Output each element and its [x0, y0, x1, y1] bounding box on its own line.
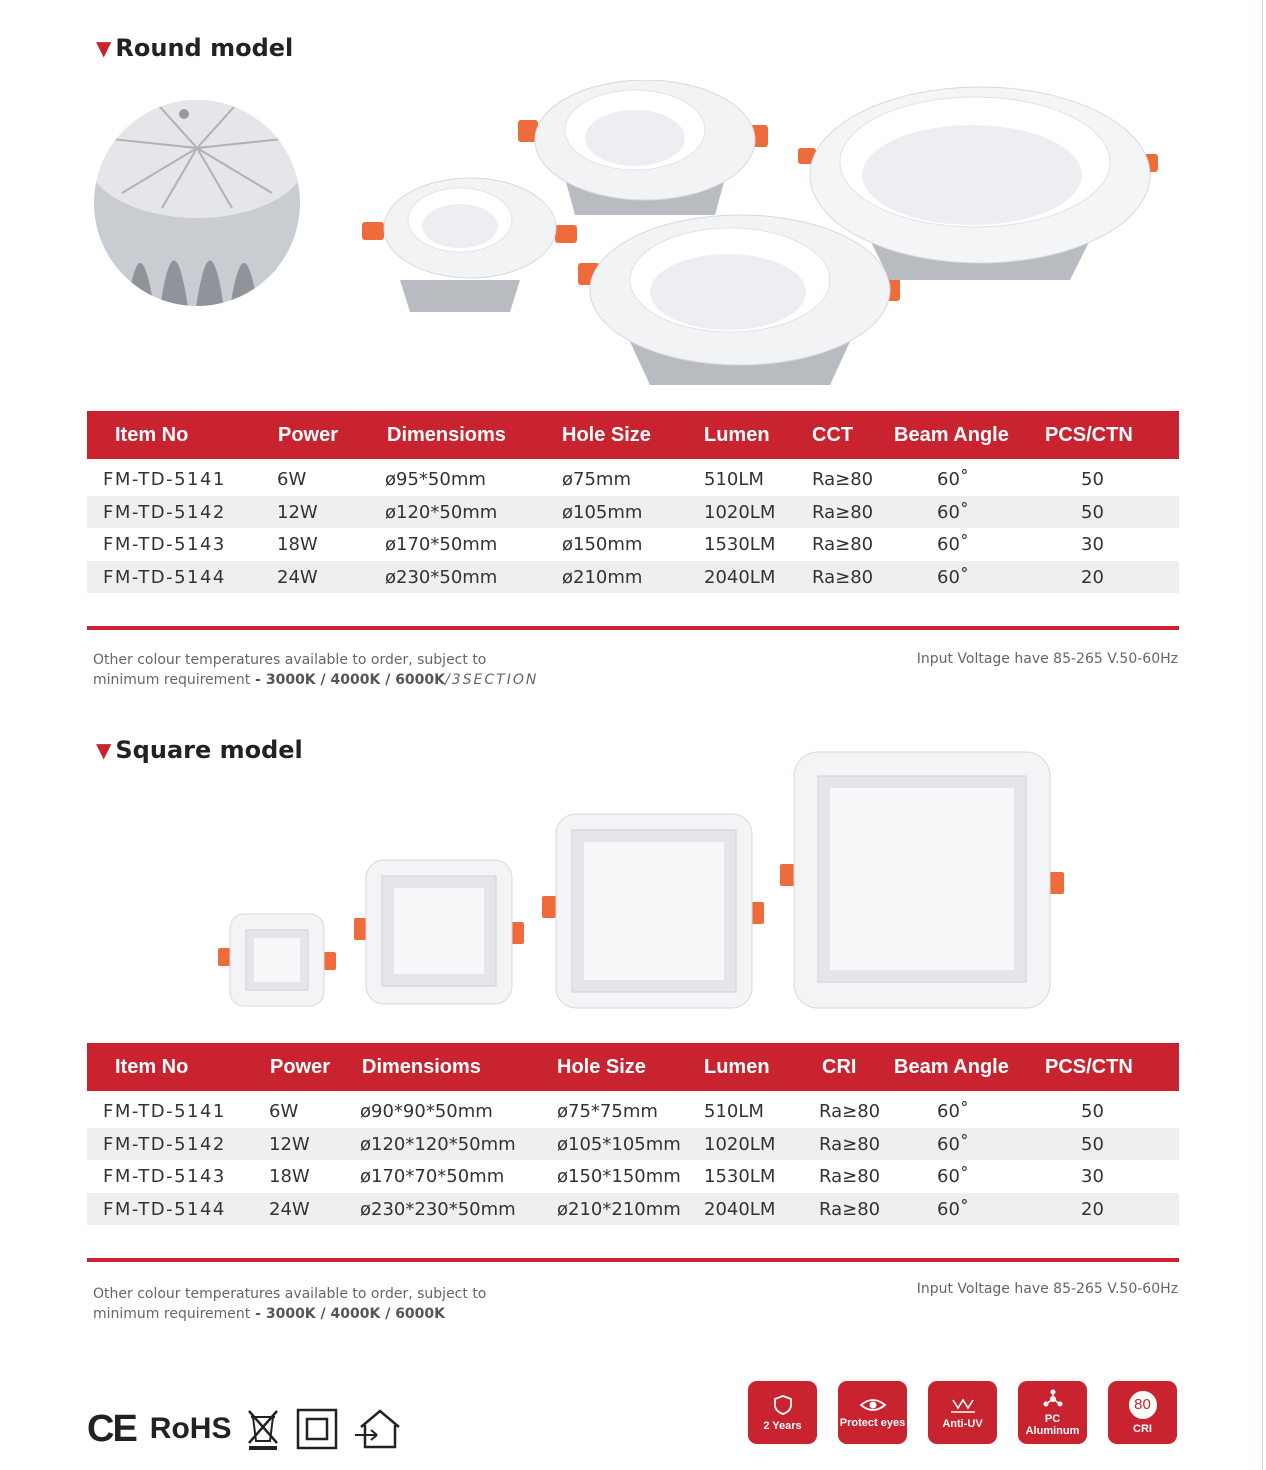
- cell-cri: Ra≥80: [819, 1133, 881, 1155]
- cell-cri: Ra≥80: [819, 1198, 881, 1220]
- badge-anti-uv: [928, 1381, 997, 1444]
- cell-lumen: 510LM: [704, 469, 764, 490]
- cell-power: 18W: [269, 1166, 310, 1187]
- badge-protect-eyes: [838, 1381, 907, 1444]
- cell-beam-angle: 60˚: [937, 534, 969, 555]
- cell-pcs-ctn: 50: [1081, 1133, 1104, 1155]
- round-note: [93, 650, 538, 690]
- cell-item-no: FM-TD-5142: [103, 501, 226, 523]
- cell-pcs-ctn: 20: [1081, 566, 1104, 588]
- cell-cct: Ra≥80: [812, 469, 874, 490]
- col-lumen: Lumen: [704, 424, 770, 446]
- round-note-line1: Other colour temperatures available to order, subject to: [93, 652, 487, 668]
- heatsink-closeup-photo: [92, 98, 302, 308]
- cri-icon: 80: [1129, 1391, 1157, 1419]
- cell-beam-angle: 60˚: [937, 566, 969, 588]
- col-beam-angle: Beam Angle: [894, 424, 1009, 446]
- cell-dimensions: ø90*90*50mm: [360, 1101, 493, 1122]
- cell-lumen: 2040LM: [704, 566, 776, 588]
- col-item-no: Item No: [115, 1056, 189, 1078]
- cell-hole-size: ø150*150mm: [557, 1166, 681, 1187]
- cell-pcs-ctn: 30: [1081, 1166, 1104, 1187]
- cell-lumen: 2040LM: [704, 1198, 776, 1220]
- badge-label: CRI: [1133, 1422, 1152, 1435]
- feature-badges: [748, 1381, 1177, 1444]
- table-row: [87, 463, 1179, 496]
- col-pcs-ctn: PCS/CTN: [1045, 424, 1133, 446]
- cell-pcs-ctn: 50: [1081, 501, 1104, 523]
- square-note-line2: minimum requirement: [93, 1306, 251, 1322]
- col-cri: CRI: [822, 1056, 857, 1078]
- cell-power: 18W: [277, 534, 318, 555]
- cell-beam-angle: 60˚: [937, 501, 969, 523]
- cell-cct: Ra≥80: [812, 534, 874, 555]
- cell-cri: Ra≥80: [819, 1101, 881, 1122]
- table-row: [87, 1095, 1179, 1128]
- class-ii-double-square-icon: [295, 1407, 339, 1451]
- cell-pcs-ctn: 20: [1081, 1198, 1104, 1220]
- cell-item-no: FM-TD-5143: [103, 534, 226, 555]
- cell-lumen: 1020LM: [704, 501, 776, 523]
- cell-item-no: FM-TD-5141: [103, 469, 226, 490]
- table-row: [87, 561, 1179, 594]
- certification-marks: [87, 1405, 407, 1453]
- shield-icon: [772, 1394, 794, 1416]
- cell-power: 24W: [269, 1198, 310, 1220]
- cell-power: 6W: [277, 469, 307, 490]
- table-row: [87, 528, 1179, 561]
- cell-power: 6W: [269, 1101, 299, 1122]
- round-model-title-text: Round model: [115, 34, 294, 62]
- col-item-no: Item No: [115, 424, 189, 446]
- round-note-temps: - 3000K / 4000K / 6000K: [250, 672, 446, 688]
- cell-beam-angle: 60˚: [937, 1101, 969, 1122]
- badge-label: PC Aluminum: [1025, 1412, 1080, 1437]
- square-table-header: [87, 1043, 1179, 1091]
- cell-hole-size: ø150mm: [562, 534, 643, 555]
- col-hole-size: Hole Size: [562, 424, 651, 446]
- badge-cri: [1108, 1381, 1177, 1444]
- triangle-marker-icon: ▼: [96, 36, 112, 60]
- round-downlights-photo: [360, 80, 1160, 390]
- badge-2-years: [748, 1381, 817, 1444]
- cell-hole-size: ø210*210mm: [557, 1198, 681, 1220]
- cell-lumen: 510LM: [704, 1101, 764, 1122]
- pc-aluminum-icon: [1041, 1389, 1065, 1409]
- square-note-line1: Other colour temperatures available to order, subject to: [93, 1286, 487, 1302]
- table-row: [87, 1128, 1179, 1161]
- round-model-title: [96, 34, 293, 62]
- cell-dimensions: ø230*230*50mm: [360, 1198, 516, 1220]
- round-voltage: Input Voltage have 85-265 V.50-60Hz: [916, 651, 1178, 667]
- cell-dimensions: ø120*120*50mm: [360, 1133, 516, 1155]
- cell-lumen: 1020LM: [704, 1133, 776, 1155]
- cell-pcs-ctn: 50: [1081, 1101, 1104, 1122]
- table-row: [87, 1160, 1179, 1193]
- badge-label: Anti-UV: [942, 1417, 983, 1430]
- cell-dimensions: ø95*50mm: [385, 469, 486, 490]
- col-pcs-ctn: PCS/CTN: [1045, 1056, 1133, 1078]
- cell-power: 12W: [269, 1133, 310, 1155]
- cell-item-no: FM-TD-5141: [103, 1101, 226, 1122]
- col-power: Power: [278, 424, 339, 446]
- cell-cct: Ra≥80: [812, 566, 874, 588]
- cell-hole-size: ø75mm: [562, 469, 631, 490]
- round-note-section: /3SECTION: [445, 672, 539, 688]
- cell-item-no: FM-TD-5144: [103, 1198, 226, 1220]
- ce-mark-icon: CE: [87, 1407, 136, 1450]
- cell-beam-angle: 60˚: [937, 469, 969, 490]
- cell-item-no: FM-TD-5143: [103, 1166, 226, 1187]
- badge-label: 2 Years: [763, 1419, 802, 1432]
- cell-item-no: FM-TD-5142: [103, 1133, 226, 1155]
- square-divider: [87, 1258, 1179, 1262]
- table-row: [87, 496, 1179, 529]
- cell-dimensions: ø120*50mm: [385, 501, 498, 523]
- col-dimensions: Dimensioms: [362, 1056, 481, 1078]
- badge-pc-aluminum: [1018, 1381, 1087, 1444]
- cell-hole-size: ø105mm: [562, 501, 643, 523]
- sun-wave-icon: [949, 1396, 977, 1414]
- table-row: [87, 1193, 1179, 1226]
- col-beam-angle: Beam Angle: [894, 1056, 1009, 1078]
- round-table-header: [87, 411, 1179, 459]
- square-note: [93, 1284, 486, 1324]
- cell-beam-angle: 60˚: [937, 1166, 969, 1187]
- col-hole-size: Hole Size: [557, 1056, 646, 1078]
- square-voltage: Input Voltage have 85-265 V.50-60Hz: [916, 1281, 1178, 1297]
- cell-hole-size: ø75*75mm: [557, 1101, 658, 1122]
- square-note-temps: - 3000K / 4000K / 6000K: [250, 1306, 446, 1322]
- indoor-use-house-icon: [353, 1407, 407, 1451]
- weee-bin-icon: [245, 1407, 281, 1451]
- round-divider: [87, 626, 1179, 630]
- cell-power: 12W: [277, 501, 318, 523]
- cell-pcs-ctn: 30: [1081, 534, 1104, 555]
- cell-cri: Ra≥80: [819, 1166, 881, 1187]
- cell-beam-angle: 60˚: [937, 1198, 969, 1220]
- square-spec-table: [87, 1043, 1179, 1225]
- square-model-title-text: Square model: [115, 736, 303, 764]
- round-note-line2: minimum requirement: [93, 672, 251, 688]
- cell-dimensions: ø170*70*50mm: [360, 1166, 505, 1187]
- eye-icon: [859, 1397, 887, 1413]
- cell-dimensions: ø170*50mm: [385, 534, 498, 555]
- square-downlights-photo: [218, 750, 1068, 1012]
- cell-power: 24W: [277, 566, 318, 588]
- round-spec-table: [87, 411, 1179, 593]
- badge-label: Protect eyes: [839, 1416, 906, 1429]
- cell-lumen: 1530LM: [704, 534, 776, 555]
- col-power: Power: [270, 1056, 331, 1078]
- cell-item-no: FM-TD-5144: [103, 566, 226, 588]
- cell-pcs-ctn: 50: [1081, 469, 1104, 490]
- rohs-mark-icon: RoHS: [149, 1412, 232, 1445]
- cell-lumen: 1530LM: [704, 1166, 776, 1187]
- col-dimensions: Dimensioms: [387, 424, 506, 446]
- cell-hole-size: ø105*105mm: [557, 1133, 681, 1155]
- page-edge-rule: [1262, 0, 1263, 1470]
- cell-cct: Ra≥80: [812, 501, 874, 523]
- cell-dimensions: ø230*50mm: [385, 566, 498, 588]
- triangle-marker-icon: ▼: [96, 738, 112, 762]
- col-cct: CCT: [812, 424, 854, 446]
- cell-hole-size: ø210mm: [562, 566, 643, 588]
- cell-beam-angle: 60˚: [937, 1133, 969, 1155]
- col-lumen: Lumen: [704, 1056, 770, 1078]
